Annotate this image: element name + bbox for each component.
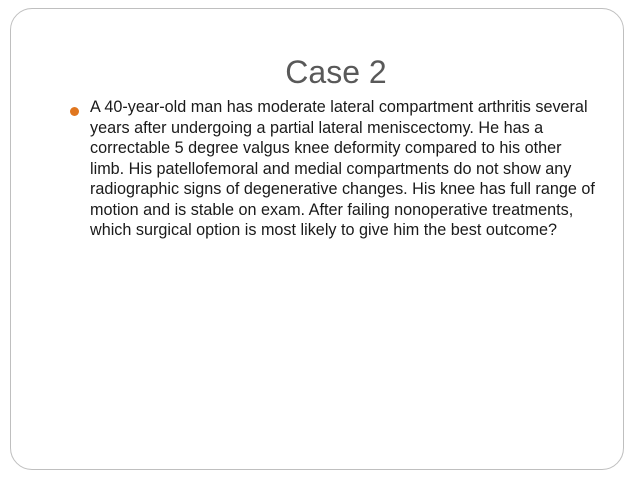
bullet-text: A 40-year-old man has moderate lateral compartment arthritis several years after undergoing a partial lateral meniscectomy. He has a correctable 5 degree valgus knee deformity compared to his other limb. His patellofemoral and medial compartments do not show any radiographic signs of degenerative changes. His knee has full range of motion and is stable on exam. After failing nonoperative treatments, which surgical option is most likely to give him the best outcome? [90, 98, 595, 239]
bullet-icon [70, 107, 79, 116]
slide-title: Case 2 [285, 54, 387, 90]
